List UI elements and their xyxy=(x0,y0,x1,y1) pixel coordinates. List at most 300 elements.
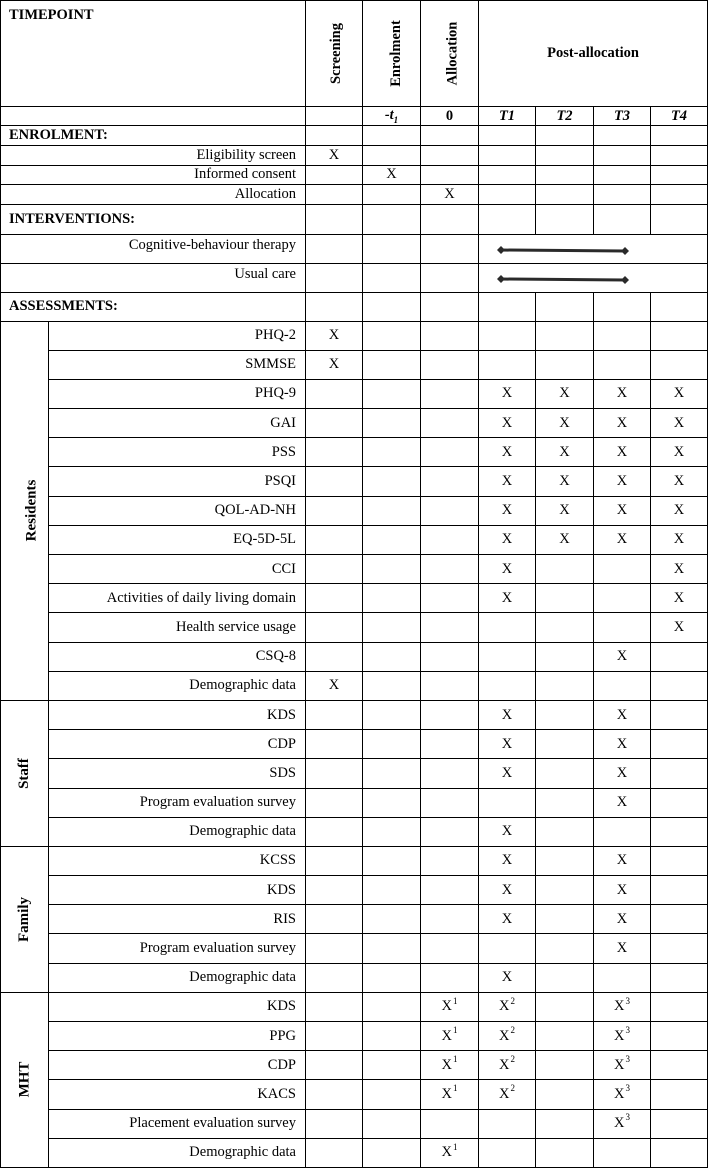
mark-cell xyxy=(651,1109,708,1138)
mark-x: X xyxy=(559,414,570,431)
mark-x: X xyxy=(328,146,340,163)
mark-cell xyxy=(421,525,479,554)
mark-x: X xyxy=(501,764,513,781)
mark-cell xyxy=(363,876,421,905)
family-row xyxy=(1,934,708,963)
mark-cell xyxy=(421,788,479,817)
mark-cell xyxy=(594,613,651,642)
mark-cell xyxy=(651,1138,708,1167)
mark-cell xyxy=(479,496,536,525)
mark-x: X xyxy=(673,473,685,490)
mark-footnote: 3 xyxy=(625,1053,630,1064)
measure-label: KDS xyxy=(49,700,306,729)
mark-cell xyxy=(363,759,421,788)
mark-cell xyxy=(421,1051,479,1080)
mark-cell xyxy=(421,671,479,700)
mark-cell xyxy=(536,584,594,613)
mark-cell xyxy=(536,1051,594,1080)
mark-x: X xyxy=(501,969,513,986)
empty-cell xyxy=(651,126,708,146)
mark-cell xyxy=(363,817,421,846)
mark-cell xyxy=(421,642,479,671)
measure-label: PSS xyxy=(49,438,306,467)
mark-x: X xyxy=(616,502,628,519)
mark-cell xyxy=(536,350,594,379)
mark-cell xyxy=(363,1022,421,1051)
mark-x: X xyxy=(501,414,513,431)
mark-cell xyxy=(651,409,708,438)
residents-row xyxy=(1,409,708,438)
mark-cell xyxy=(421,467,479,496)
mark-cell xyxy=(479,817,536,846)
mark-footnote: 1 xyxy=(452,1083,458,1094)
mark-cell xyxy=(479,1051,536,1080)
duration-endpoint xyxy=(621,276,629,284)
enrolment-section-row xyxy=(1,126,708,146)
staff-row xyxy=(1,817,708,846)
residents-row xyxy=(1,642,708,671)
mark-cell xyxy=(479,555,536,584)
mark-x: X xyxy=(616,648,628,665)
mark-cell xyxy=(594,555,651,584)
mark-x: X xyxy=(673,443,685,460)
mark-cell xyxy=(421,613,479,642)
staff-row xyxy=(1,700,708,729)
mark-cell xyxy=(479,642,536,671)
mark-cell xyxy=(594,525,651,554)
empty-cell xyxy=(651,204,708,234)
enrolment-section-heading: ENROLMENT: xyxy=(1,126,306,146)
mark-cell xyxy=(536,467,594,496)
mark-cell xyxy=(651,496,708,525)
mark-cell xyxy=(306,1138,363,1167)
mark-cell xyxy=(536,379,594,408)
mark-cell xyxy=(536,1022,594,1051)
residents-row xyxy=(1,438,708,467)
mark-cell xyxy=(363,165,421,185)
mark-x: X xyxy=(673,502,685,519)
residents-row xyxy=(1,467,708,496)
enrolment-label: Informed consent xyxy=(1,165,306,185)
mark-cell xyxy=(594,846,651,875)
mark-cell xyxy=(479,379,536,408)
mark-cell xyxy=(306,1109,363,1138)
mark-cell xyxy=(306,165,363,185)
mark-x: X xyxy=(614,1027,625,1044)
mark-x: X xyxy=(616,531,628,548)
measure-label: CDP xyxy=(49,730,306,759)
mark-cell xyxy=(421,817,479,846)
empty-cell xyxy=(306,234,363,263)
mark-x: X xyxy=(499,1056,510,1073)
mark-cell xyxy=(536,817,594,846)
mark-cell xyxy=(306,700,363,729)
interventions-section-row xyxy=(1,204,708,234)
mark-cell xyxy=(594,730,651,759)
measure-label: QOL-AD-NH xyxy=(49,496,306,525)
enrolment-label: Allocation xyxy=(1,185,306,205)
mark-x: X xyxy=(501,385,513,402)
mark-cell xyxy=(651,584,708,613)
mark-cell xyxy=(479,525,536,554)
mark-footnote: 3 xyxy=(625,995,630,1006)
mark-cell xyxy=(536,963,594,992)
empty-cell xyxy=(421,263,479,292)
mark-cell xyxy=(421,321,479,350)
mark-x: X xyxy=(499,998,510,1015)
mark-cell xyxy=(594,467,651,496)
mark-cell xyxy=(306,963,363,992)
mark-cell xyxy=(306,379,363,408)
residents-row xyxy=(1,584,708,613)
empty-cell xyxy=(363,204,421,234)
intervention-label: Usual care xyxy=(1,263,306,292)
mark-cell xyxy=(306,350,363,379)
family-row xyxy=(1,905,708,934)
empty-cell xyxy=(594,204,651,234)
mark-x: X xyxy=(673,385,685,402)
mark-cell xyxy=(594,185,651,205)
mark-cell xyxy=(651,730,708,759)
mark-cell xyxy=(536,613,594,642)
mark-x: X xyxy=(499,1027,510,1044)
measure-label: CCI xyxy=(49,555,306,584)
empty-cell xyxy=(363,234,421,263)
measure-label: PPG xyxy=(49,1022,306,1051)
mark-cell xyxy=(479,1022,536,1051)
mark-cell xyxy=(421,1080,479,1109)
mark-x: X xyxy=(616,794,628,811)
mark-cell xyxy=(306,934,363,963)
empty-cell xyxy=(479,292,536,321)
enrolment-row xyxy=(1,165,708,185)
intervention-span-cell xyxy=(479,263,708,292)
mark-cell xyxy=(651,846,708,875)
mark-x: X xyxy=(673,531,685,548)
mht-row xyxy=(1,1022,708,1051)
duration-line xyxy=(501,250,625,251)
duration-line xyxy=(501,279,625,280)
residents-row xyxy=(1,379,708,408)
empty-cell xyxy=(363,292,421,321)
mark-cell xyxy=(651,613,708,642)
mark-cell xyxy=(421,584,479,613)
mark-x: X xyxy=(559,502,570,519)
measure-label: Placement evaluation survey xyxy=(49,1109,306,1138)
mark-cell xyxy=(421,1109,479,1138)
mark-cell xyxy=(594,817,651,846)
measure-label: Demographic data xyxy=(49,671,306,700)
mark-cell xyxy=(479,905,536,934)
measure-label: CSQ-8 xyxy=(49,642,306,671)
mark-footnote: 1 xyxy=(452,1024,458,1035)
mark-x: X xyxy=(673,560,685,577)
mark-cell xyxy=(306,876,363,905)
mark-cell xyxy=(421,730,479,759)
mark-cell xyxy=(651,642,708,671)
mark-cell xyxy=(306,525,363,554)
mark-x: X xyxy=(441,1027,452,1044)
measure-label: Demographic data xyxy=(49,963,306,992)
mark-cell xyxy=(536,700,594,729)
mark-x: X xyxy=(501,910,513,927)
mark-cell xyxy=(479,934,536,963)
mark-cell xyxy=(421,992,479,1021)
intervention-span-cell xyxy=(479,234,708,263)
staff-row xyxy=(1,788,708,817)
mark-footnote: 1 xyxy=(452,1053,458,1064)
mark-cell xyxy=(536,671,594,700)
mark-cell xyxy=(363,730,421,759)
family-row xyxy=(1,963,708,992)
mark-cell xyxy=(363,438,421,467)
mark-cell xyxy=(651,379,708,408)
measure-label: GAI xyxy=(49,409,306,438)
mark-cell xyxy=(421,700,479,729)
mark-cell xyxy=(651,1080,708,1109)
mark-x: X xyxy=(614,1115,625,1132)
mark-cell xyxy=(306,671,363,700)
empty-cell xyxy=(479,126,536,146)
empty-cell xyxy=(594,292,651,321)
mark-x: X xyxy=(673,589,685,606)
mark-x: X xyxy=(559,473,570,490)
mark-x: X xyxy=(441,998,452,1015)
mark-footnote: 2 xyxy=(510,1083,515,1094)
measure-label: Program evaluation survey xyxy=(49,788,306,817)
enrolment-header: Enrolment xyxy=(363,1,421,107)
mark-cell xyxy=(363,496,421,525)
mark-cell xyxy=(536,525,594,554)
mark-x: X xyxy=(501,735,513,752)
empty-cell xyxy=(536,292,594,321)
empty-cell xyxy=(306,126,363,146)
mark-cell xyxy=(363,555,421,584)
mark-x: X xyxy=(614,1085,625,1102)
measure-label: CDP xyxy=(49,1051,306,1080)
mark-x: X xyxy=(441,1056,452,1073)
enrolment-row xyxy=(1,185,708,205)
mark-cell xyxy=(306,1051,363,1080)
assessments-section-heading: ASSESSMENTS: xyxy=(1,292,306,321)
mark-cell xyxy=(651,759,708,788)
mark-cell xyxy=(306,992,363,1021)
mark-footnote: 2 xyxy=(510,1024,515,1035)
family-group-label: Family xyxy=(1,846,49,992)
intervention-duration-bar xyxy=(479,264,708,293)
empty-cell xyxy=(421,234,479,263)
empty-cell xyxy=(306,204,363,234)
mark-cell xyxy=(594,165,651,185)
mark-cell xyxy=(594,1022,651,1051)
mark-x: X xyxy=(559,443,570,460)
mark-cell xyxy=(306,1080,363,1109)
family-row xyxy=(1,876,708,905)
enrolment-row xyxy=(1,146,708,166)
residents-group-label: Residents xyxy=(1,321,49,700)
mark-cell xyxy=(536,905,594,934)
mark-cell xyxy=(306,496,363,525)
screening-time-cell xyxy=(306,107,363,126)
empty-cell xyxy=(421,204,479,234)
timepoint-blank-cell xyxy=(1,107,306,126)
mark-cell xyxy=(594,146,651,166)
mark-cell xyxy=(594,438,651,467)
residents-row xyxy=(1,321,708,350)
mark-cell xyxy=(651,671,708,700)
measure-label: Demographic data xyxy=(49,817,306,846)
mark-x: X xyxy=(616,473,628,490)
mark-cell xyxy=(536,409,594,438)
mark-cell xyxy=(479,321,536,350)
t2-header: T2 xyxy=(536,107,594,126)
mark-cell xyxy=(363,584,421,613)
intervention-row xyxy=(1,234,708,263)
mark-cell xyxy=(479,876,536,905)
measure-label: Program evaluation survey xyxy=(49,934,306,963)
mark-cell xyxy=(363,613,421,642)
mark-cell xyxy=(594,905,651,934)
mark-cell xyxy=(363,1109,421,1138)
mark-cell xyxy=(594,700,651,729)
mark-x: X xyxy=(673,414,685,431)
mark-cell xyxy=(306,185,363,205)
mark-cell xyxy=(536,185,594,205)
mark-cell xyxy=(363,525,421,554)
mark-x: X xyxy=(501,852,513,869)
mark-cell xyxy=(536,730,594,759)
mark-cell xyxy=(536,934,594,963)
mark-cell xyxy=(536,438,594,467)
mark-x: X xyxy=(559,531,570,548)
mark-cell xyxy=(421,1138,479,1167)
mark-cell xyxy=(306,146,363,166)
mark-cell xyxy=(536,759,594,788)
mark-x: X xyxy=(501,881,513,898)
mark-cell xyxy=(306,555,363,584)
mark-cell xyxy=(594,350,651,379)
mark-cell xyxy=(594,876,651,905)
mark-x: X xyxy=(616,910,628,927)
mark-cell xyxy=(536,321,594,350)
mark-x: X xyxy=(616,706,628,723)
mark-x: X xyxy=(616,764,628,781)
mark-cell xyxy=(651,438,708,467)
mark-cell xyxy=(479,1109,536,1138)
mark-cell xyxy=(421,409,479,438)
mark-x: X xyxy=(499,1085,510,1102)
mark-x: X xyxy=(328,677,340,694)
intervention-row xyxy=(1,263,708,292)
mark-x: X xyxy=(616,443,628,460)
enrolment-time-cell: $-t_1$ xyxy=(363,107,421,126)
mark-cell xyxy=(594,496,651,525)
measure-label: PSQI xyxy=(49,467,306,496)
mark-cell xyxy=(594,992,651,1021)
residents-row xyxy=(1,613,708,642)
mark-cell xyxy=(651,1051,708,1080)
mark-x: X xyxy=(616,881,628,898)
mark-cell xyxy=(479,671,536,700)
mark-x: X xyxy=(614,1056,625,1073)
mark-cell xyxy=(421,146,479,166)
mark-x: X xyxy=(501,706,513,723)
mark-cell xyxy=(306,584,363,613)
mark-cell xyxy=(363,409,421,438)
mark-x: X xyxy=(444,185,455,202)
residents-row xyxy=(1,525,708,554)
mark-cell xyxy=(651,963,708,992)
mark-cell xyxy=(594,1138,651,1167)
post-allocation-header: Post-allocation xyxy=(479,1,708,107)
mark-cell xyxy=(651,934,708,963)
mark-cell xyxy=(306,613,363,642)
mark-cell xyxy=(363,1080,421,1109)
empty-cell xyxy=(306,292,363,321)
mht-row xyxy=(1,1109,708,1138)
mark-cell xyxy=(421,1022,479,1051)
intervention-label: Cognitive-behaviour therapy xyxy=(1,234,306,263)
mark-cell xyxy=(479,467,536,496)
mark-cell xyxy=(651,525,708,554)
mark-cell xyxy=(306,409,363,438)
mark-x: X xyxy=(673,618,685,635)
residents-row xyxy=(1,671,708,700)
interventions-section-heading: INTERVENTIONS: xyxy=(1,204,306,234)
duration-endpoint xyxy=(497,246,505,254)
mark-footnote: 2 xyxy=(510,995,515,1006)
mark-cell xyxy=(421,905,479,934)
mark-cell xyxy=(651,876,708,905)
t3-header: T3 xyxy=(594,107,651,126)
mark-cell xyxy=(421,555,479,584)
mark-x: X xyxy=(328,327,340,344)
duration-endpoint xyxy=(621,247,629,255)
measure-label: KACS xyxy=(49,1080,306,1109)
empty-cell xyxy=(421,126,479,146)
mark-cell xyxy=(479,788,536,817)
mark-cell xyxy=(536,1138,594,1167)
mark-cell xyxy=(421,846,479,875)
empty-cell xyxy=(363,263,421,292)
mark-cell xyxy=(421,379,479,408)
mark-cell xyxy=(363,1051,421,1080)
mark-footnote: 3 xyxy=(625,1112,630,1123)
mark-cell xyxy=(594,788,651,817)
mark-x: X xyxy=(441,1085,452,1102)
mark-cell xyxy=(479,1080,536,1109)
mark-cell xyxy=(479,992,536,1021)
duration-endpoint xyxy=(497,275,505,283)
mark-cell xyxy=(536,788,594,817)
mark-cell xyxy=(651,992,708,1021)
family-row xyxy=(1,846,708,875)
empty-cell xyxy=(479,204,536,234)
mark-x: X xyxy=(616,940,628,957)
assessments-section-row xyxy=(1,292,708,321)
mark-cell xyxy=(479,409,536,438)
mark-cell xyxy=(363,185,421,205)
mht-row xyxy=(1,992,708,1021)
mark-cell xyxy=(479,350,536,379)
mark-cell xyxy=(594,642,651,671)
mark-x: X xyxy=(501,443,513,460)
mark-cell xyxy=(536,846,594,875)
mark-cell xyxy=(363,700,421,729)
mark-x: X xyxy=(501,502,513,519)
mark-x: X xyxy=(328,356,340,373)
measure-label: RIS xyxy=(49,905,306,934)
